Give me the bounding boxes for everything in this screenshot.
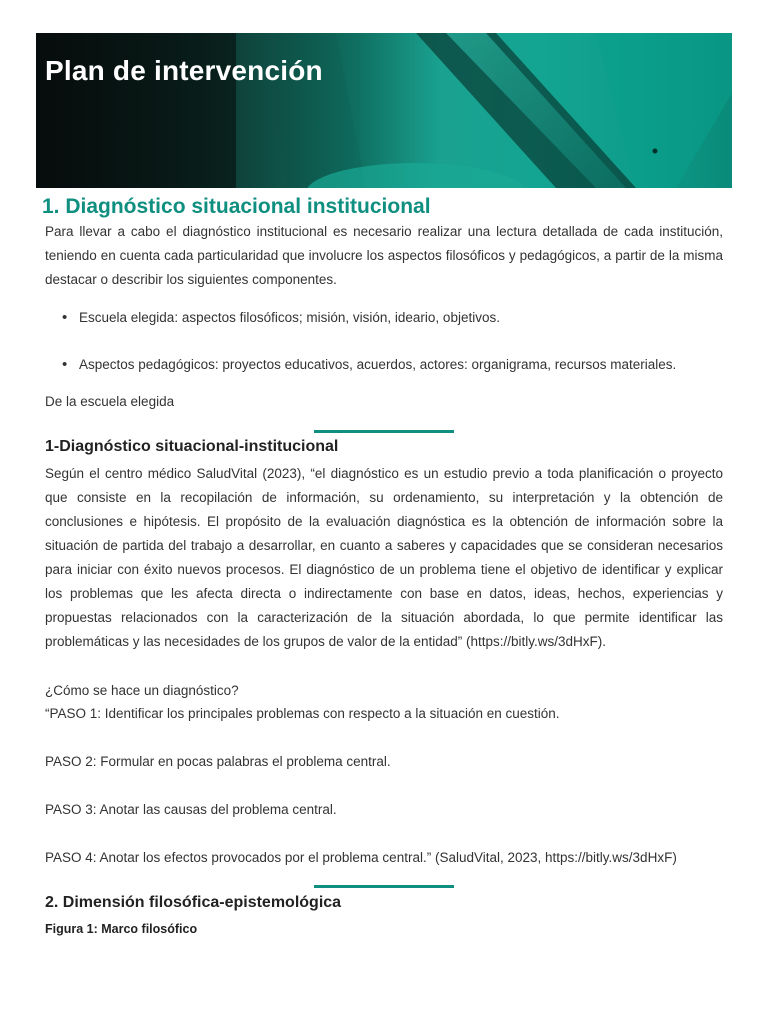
section-heading-diagnostico: 1. Diagnóstico situacional institucional bbox=[42, 195, 431, 218]
bullet-icon: • bbox=[62, 356, 68, 373]
header-banner bbox=[36, 33, 732, 188]
note-text: De la escuela elegida bbox=[45, 394, 175, 409]
list-item-text: Aspectos pedagógicos: proyectos educativos, acuerdos, actores: organigrama, recursos materiales. bbox=[79, 357, 677, 372]
step-text: “PASO 1: Identificar los principales problemas con respecto a la situación en cuestión. bbox=[45, 706, 560, 721]
bullet-icon: • bbox=[62, 309, 68, 326]
section-divider bbox=[314, 885, 454, 888]
question-text: ¿Cómo se hace un diagnóstico? bbox=[45, 683, 239, 698]
intro-paragraph: Para llevar a cabo el diagnóstico institucional es necesario realizar una lectura detallada de cada institución, teniendo en cuenta cada particularidad que involucre los aspectos filosóficos y pedagógicos, a partir de la misma destacar o describir los siguientes componentes. bbox=[45, 224, 723, 287]
list-item-text: Escuela elegida: aspectos filosóficos; misión, visión, ideario, objetivos. bbox=[79, 310, 500, 325]
diagnostic-definition-paragraph: Según el centro médico SaludVital (2023), “el diagnóstico es un estudio previo a toda planificación o proyecto que consiste en la recopilación de información, su ordenamiento, su interpretación y la obtención de conclusiones e hipótesis. El propósito de la evaluación diagnóstica es la obtención de información sobre la situación de partida del trabajo a desarrollar, en cuanto a saberes y capacidades que se consideran necesarios para iniciar con éxito nuevos procesos. El diagnóstico de un problema tiene el objetivo de identificar y explicar los problemas que les afecta directa o indirectamente con base en datos, ideas, hechos, experiencias y propuestas relacionados con la caracterización de la situación abordada, lo que permite identificar las problemáticas y las necesidades de los grupos de valor de la entidad” (https://bitly.ws/3dHxF). bbox=[45, 466, 723, 649]
section-heading-dimension: 2. Dimensión filosófica-epistemológica bbox=[45, 894, 342, 911]
page-title: Plan de intervención bbox=[45, 55, 323, 86]
step-text: PASO 2: Formular en pocas palabras el problema central. bbox=[45, 754, 391, 769]
section-divider bbox=[314, 430, 454, 433]
step-text: PASO 4: Anotar los efectos provocados por el problema central.” (SaludVital, 2023, https://bitly.ws/3dHxF) bbox=[45, 850, 677, 865]
figure-caption: Figura 1: Marco filosófico bbox=[45, 922, 198, 936]
subsection-heading: 1-Diagnóstico situacional-institucional bbox=[45, 438, 339, 455]
step-text: PASO 3: Anotar las causas del problema central. bbox=[45, 802, 337, 817]
